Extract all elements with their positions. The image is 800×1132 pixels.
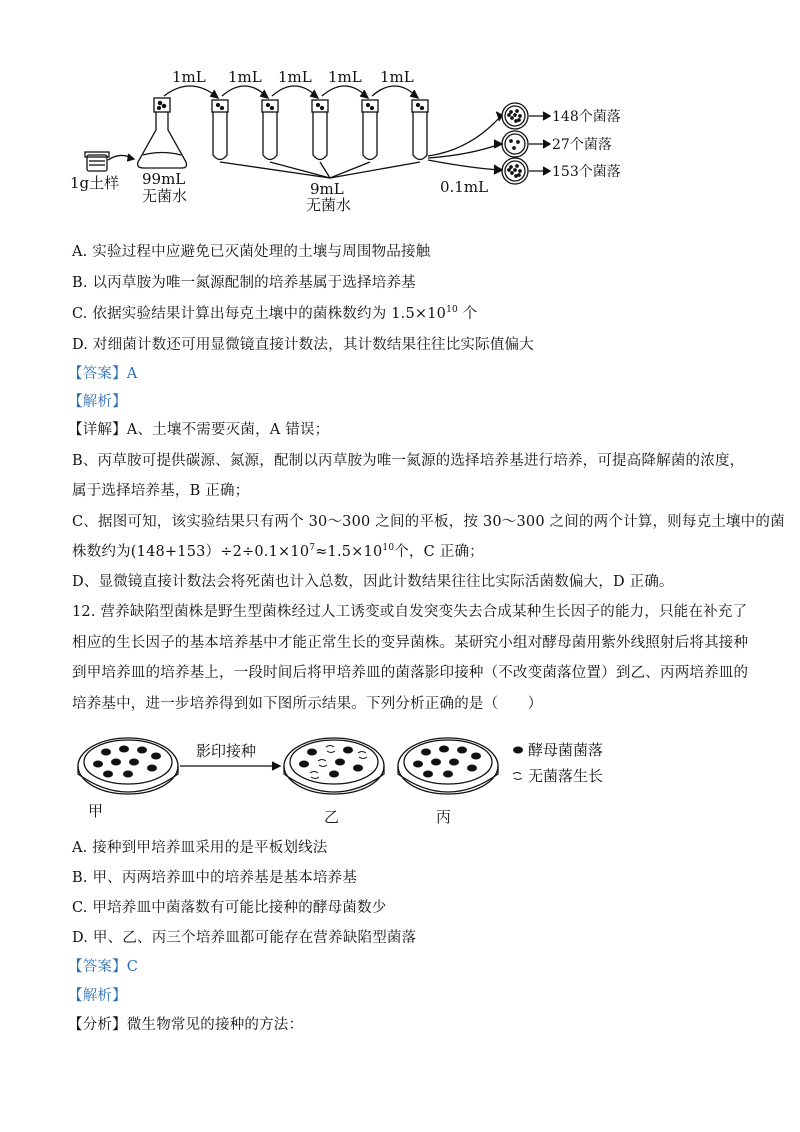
q11-option-c-unit: 个	[457, 306, 478, 322]
plate-result-3: 153个菌落	[552, 164, 621, 180]
test-tube-5	[412, 100, 428, 160]
q12-stem-4: 培养基中，进一步培养得到如下图所示结果。下列分析正确的是（ ）	[72, 696, 543, 712]
q11-option-c-text: C. 依据实验结果计算出每克土壤中的菌株数约为 1.5×10	[72, 306, 447, 322]
dish-label-jia: 甲	[88, 802, 104, 820]
q12-option-c: C. 甲培养皿中菌落数有可能比接种的酵母菌数少	[72, 900, 387, 916]
dilution-label-3: 1mL	[278, 68, 312, 86]
tubes-water-label: 无菌水	[306, 196, 352, 214]
legend-colony-label: 酵母菌菌落	[528, 741, 604, 759]
q11-detail-5-conclusion: 个，C 正确；	[394, 544, 484, 560]
q12-option-b: B. 甲、丙两培养皿中的培养基是基本培养基	[72, 870, 358, 886]
petri-plate-3	[502, 158, 528, 184]
q11-option-d: D. 对细菌计数还可用显微镜直接计数法，其计数结果往往比实际值偏大	[72, 337, 534, 353]
legend-colony-icon	[513, 747, 523, 754]
dish-label-yi: 乙	[324, 808, 340, 826]
flask-water-label: 无菌水	[142, 187, 188, 205]
q12-answer: 【答案】C	[68, 959, 139, 975]
q12-option-a: A. 接种到甲培养皿采用的是平板划线法	[72, 840, 328, 856]
dilution-label-5: 1mL	[380, 68, 414, 86]
test-tube-2	[262, 100, 278, 160]
q12-stem-2: 相应的生长因子的基本培养基中才能正常生长的变异菌株。某研究小组对酵母菌用紫外线照射后将其接种	[72, 635, 749, 651]
flask-icon	[138, 98, 187, 168]
q11-option-b: B. 以丙草胺为唯一氮源配制的培养基属于选择培养基	[72, 275, 416, 291]
q11-detail-1: 【详解】A、土壤不需要灭菌，A 错误；	[68, 422, 330, 438]
q12-analysis-1: 【分析】微生物常见的接种的方法：	[68, 1017, 304, 1033]
q11-detail-4: C、据图可知，该实验结果只有两个 30～300 之间的平板，按 30～300 之间的两个计算，则每克土壤中的菌	[72, 514, 785, 530]
q12-stem-1: 12. 营养缺陷型菌株是野生型菌株经过人工诱变或自发突变失去合成某种生长因子的能力，只能在补充了	[72, 604, 748, 620]
soil-label: 1g土样	[70, 174, 120, 192]
plate-result-1: 148个菌落	[552, 109, 621, 125]
tubes-volume-label: 9mL	[310, 180, 344, 198]
q11-detail-6: D、显微镜直接计数法会将死菌也计入总数，因此计数结果往往比实际活菌数偏大，D 正确。	[72, 574, 674, 590]
q11-analysis-heading: 【解析】	[68, 394, 127, 410]
test-tube-1	[212, 100, 228, 160]
q11-detail-5-approx: ≈1.5×10	[315, 544, 383, 560]
q11-detail-2: B、丙草胺可提供碳源、氮源，配制以丙草胺为唯一氮源的选择培养基进行培养，可提高降解菌的浓度，	[72, 453, 745, 469]
dilution-figure	[60, 60, 660, 220]
q11-answer: 【答案】A	[68, 366, 138, 382]
q11-option-a: A. 实验过程中应避免已灭菌处理的土壤与周围物品接触	[72, 244, 431, 260]
q11-detail-5	[72, 540, 484, 561]
q11-option-c	[72, 302, 477, 323]
q11-detail-5-exp2: 10	[382, 543, 395, 554]
petri-plate-2	[502, 131, 528, 157]
dilution-label-2: 1mL	[228, 68, 262, 86]
replica-arrow-label: 影印接种	[196, 742, 257, 760]
dish-label-bing: 丙	[436, 808, 452, 826]
dilution-label-1: 1mL	[172, 68, 206, 86]
legend-no-growth-label: 无菌落生长	[528, 767, 604, 785]
dilution-label-4: 1mL	[328, 68, 362, 86]
q11-option-c-exponent: 10	[446, 305, 458, 316]
q12-analysis-heading: 【解析】	[68, 988, 127, 1004]
test-tube-3	[312, 100, 328, 160]
plate-result-2: 27个菌落	[552, 137, 612, 153]
q12-option-d: D. 甲、乙、丙三个培养皿都可能存在营养缺陷型菌落	[72, 930, 417, 946]
petri-dish-yi	[284, 738, 384, 794]
petri-plate-1	[502, 103, 528, 129]
replica-plating-figure	[70, 722, 630, 832]
q11-detail-3: 属于选择培养基，B 正确；	[72, 483, 250, 499]
flask-volume-label: 99mL	[142, 170, 186, 188]
q11-detail-5-formula: 株数约为(148+153）÷2÷0.1×10	[72, 544, 310, 560]
q11-detail-5-exp1: 7	[309, 543, 316, 554]
q12-stem-3: 到甲培养皿的培养基上，一段时间后将甲培养皿的菌落影印接种（不改变菌落位置）到乙、丙两培养皿的	[72, 665, 749, 681]
test-tube-4	[362, 100, 378, 160]
petri-dish-jia	[78, 738, 178, 794]
plating-volume-label: 0.1mL	[440, 178, 489, 196]
legend-no-growth-icon	[513, 773, 522, 780]
petri-dish-bing	[398, 738, 498, 794]
soil-sample-icon	[85, 152, 109, 171]
